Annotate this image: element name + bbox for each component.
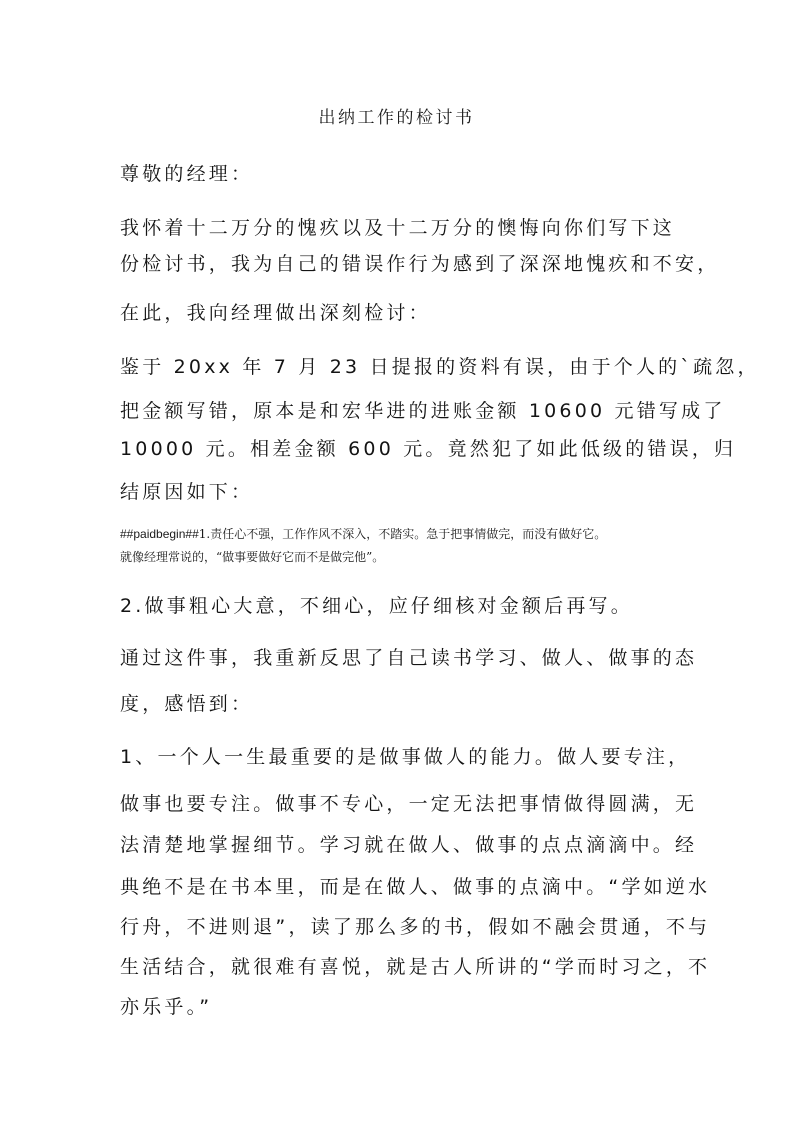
- paragraph-6-line-1: 1、一个人一生最重要的是做事做人的能力。做人要专注，: [120, 746, 691, 768]
- paragraph-2-line-1: 鉴于 20xx 年 7 月 23 日提报的资料有误，由于个人的`疏忽，: [120, 356, 760, 378]
- paragraph-2-line-4: 结原因如下：: [120, 481, 254, 503]
- paragraph-6-line-7: 亦乐乎。”: [120, 996, 213, 1018]
- document-title: 出纳工作的检讨书: [318, 108, 475, 128]
- paragraph-4-line-1: 2.做事粗心大意，不细心，应仔细核对金额后再写。: [120, 595, 633, 617]
- paragraph-6-line-6: 生活结合，就很难有喜悦，就是古人所讲的“学而时习之，不: [120, 956, 711, 978]
- paragraph-5-line-1: 通过这件事，我重新反思了自己读书学习、做人、做事的态: [120, 647, 698, 669]
- paragraph-2-line-2: 把金额写错，原本是和宏华进的进账金额 10600 元错写成了: [120, 400, 726, 422]
- paragraph-3-line-1: [120, 525, 606, 543]
- paragraph-1-line-1: 我怀着十二万分的愧疚以及十二万分的懊悔向你们写下这: [120, 217, 676, 239]
- paragraph-6-line-5: 行舟，不进则退”，读了那么多的书，假如不融会贯通，不与: [120, 916, 711, 938]
- paragraph-6-line-4: 典绝不是在书本里，而是在做人、做事的点滴中。“学如逆水: [120, 876, 711, 898]
- paragraph-1-line-3: 在此，我向经理做出深刻检讨：: [120, 302, 431, 324]
- paragraph-3-line-2: 就像经理常说的，“做事要做好它而不是做完他”。: [120, 550, 385, 564]
- salutation: 尊敬的经理：: [120, 163, 254, 185]
- paragraph-1-line-2: 份检讨书，我为自己的错误作行为感到了深深地愧疚和不安，: [120, 253, 720, 275]
- paragraph-2-line-3: 10000 元。相差金额 600 元。竟然犯了如此低级的错误，归: [120, 438, 737, 460]
- paragraph-6-line-3: 法清楚地掌握细节。学习就在做人、做事的点点滴滴中。经: [120, 834, 698, 856]
- paragraph-5-line-2: 度，感悟到：: [120, 693, 254, 715]
- paid-marker: ##paidbegin##: [120, 527, 199, 541]
- paragraph-3-line-1-text: 1.责任心不强，工作作风不深入，不踏实。急于把事情做完，而没有做好它。: [198, 527, 607, 541]
- paragraph-6-line-2: 做事也要专注。做事不专心，一定无法把事情做得圆满，无: [120, 793, 698, 815]
